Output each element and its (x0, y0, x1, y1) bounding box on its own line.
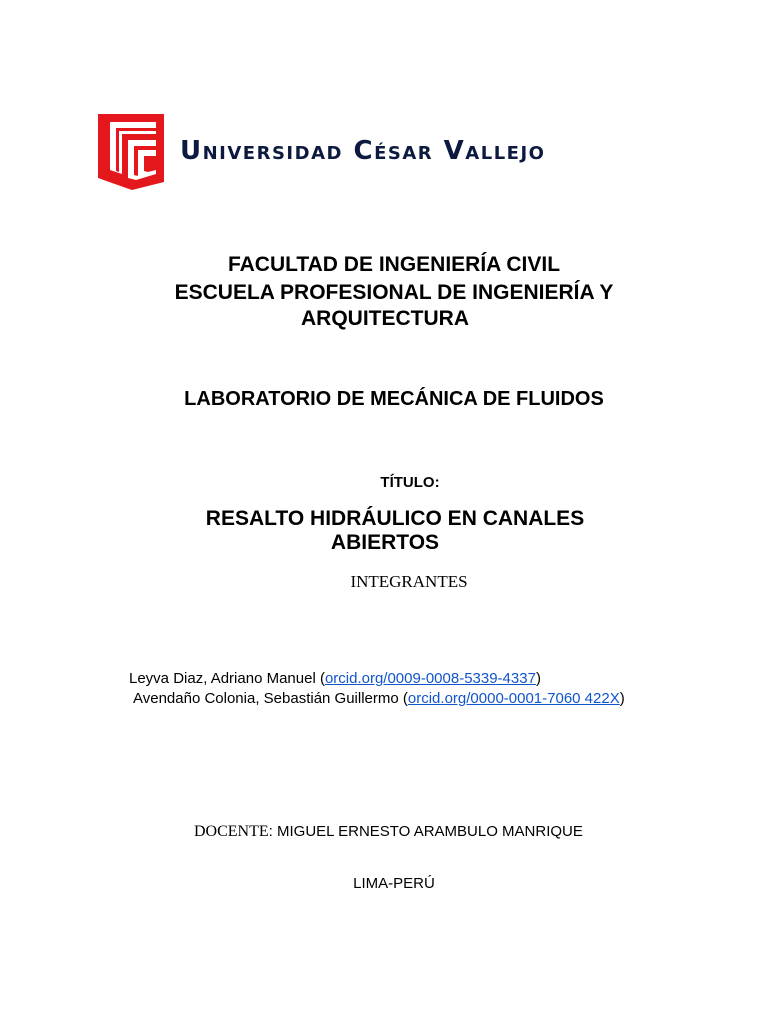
lab-heading: LABORATORIO DE MECÁNICA DE FLUIDOS (184, 388, 604, 410)
university-name: Universidad César Vallejo (180, 136, 546, 166)
member-name: Leyva Diaz, Adriano Manuel ( (129, 670, 325, 687)
member-close-paren: ) (535, 670, 541, 687)
title-line1: RESALTO HIDRÁULICO EN CANALES (205, 507, 585, 530)
place: LIMA-PERÚ (353, 875, 435, 892)
title-label: TÍTULO: (380, 474, 440, 491)
school-heading-line2: ARQUITECTURA (301, 307, 469, 330)
member-row (129, 669, 541, 689)
teacher-label: DOCENTE (194, 823, 269, 840)
university-shield-icon (96, 112, 166, 192)
faculty-heading: FACULTAD DE INGENIERÍA CIVIL (227, 253, 561, 276)
school-heading-line1: ESCUELA PROFESIONAL DE INGENIERÍA Y (174, 281, 614, 304)
teacher-name: : MIGUEL ERNESTO ARAMBULO MANRIQUE (268, 823, 583, 840)
members-label: INTEGRANTES (350, 572, 468, 591)
title-line2: ABIERTOS (330, 531, 440, 554)
member-name: Avendaño Colonia, Sebastián Guillermo ( (133, 690, 408, 707)
member-close-paren: ) (619, 690, 625, 707)
member-row (133, 689, 625, 709)
university-logo (96, 112, 616, 192)
teacher-row (194, 822, 583, 842)
orcid-link[interactable]: orcid.org/0009-0008-5339-4337 (324, 670, 536, 687)
orcid-link[interactable]: orcid.org/0000-0001-7060 422X (407, 690, 620, 707)
